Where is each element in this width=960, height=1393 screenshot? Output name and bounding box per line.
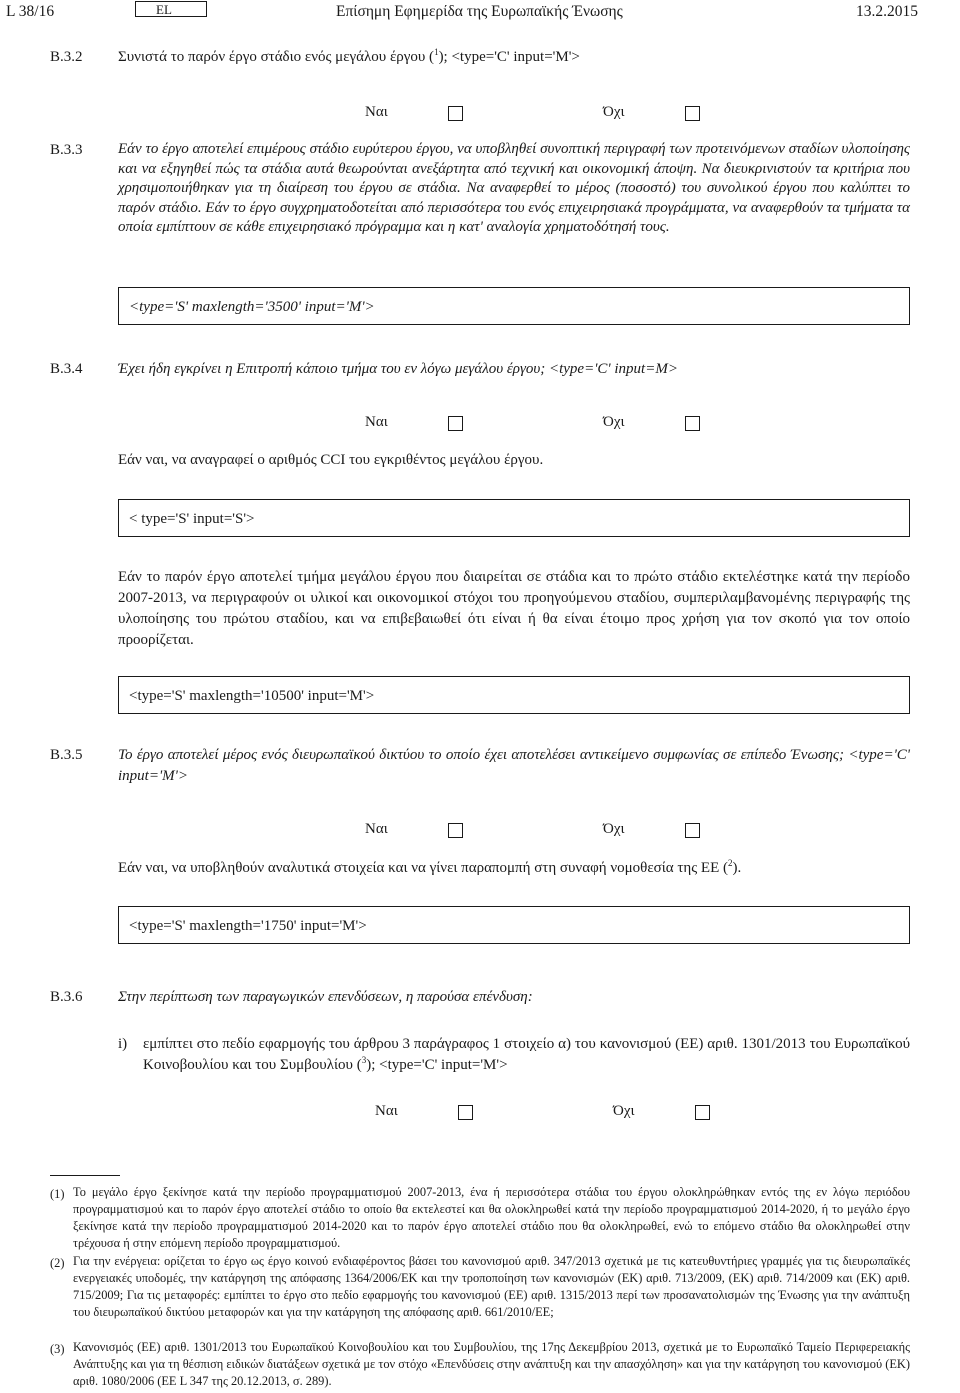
b36-item-text: εμπίπτει στο πεδίο εφαρμογής του άρθρου 3 παράγραφος 1 στοιχείο α) του κανονισμού (ΕΕ) αριθ. 1301/2013 του Ευρωπαϊκού Κοινοβουλίου και του Συμβουλίου ($^3$); <type='C' input='M'> [143, 1036, 910, 1073]
publication-date: 13.2.2015 [856, 3, 918, 20]
b32-yes-no [365, 102, 705, 126]
footnote-ref-2[interactable]: 2 [728, 858, 733, 868]
b34-cci-field[interactable]: < type='S' input='S'> [118, 499, 910, 537]
section-b35-question: Το έργο αποτελεί μέρος ενός διευρωπαϊκού δικτύου το οποίο έχει αποτελέσει αντικείμενο συμφωνίας σε επίπεδο Ένωσης; <type='C' input='M'> [118, 747, 910, 784]
section-b34-question: Έχει ήδη εγκρίνει η Επιτροπή κάποιο τμήμα του εν λόγω μεγάλου έργου; <type='C' input=M> [118, 361, 678, 377]
footnote-ref-3[interactable]: 3 [361, 1055, 367, 1065]
page-reference: L 38/16 [6, 3, 55, 20]
yes-label: Ναι [365, 104, 388, 120]
b34-followup: Εάν ναι, να αναγραφεί ο αριθμός CCI του εγκριθέντος μεγάλου έργου. [118, 452, 544, 468]
b35-followup: Εάν ναι, να υποβληθούν αναλυτικά στοιχεία και να γίνει παραπομπή στη συναφή νομοθεσία της ΕΕ ($^2$). [118, 858, 742, 876]
journal-title: Επίσημη Εφημερίδα της Ευρωπαϊκής Ένωσης [336, 3, 623, 20]
footnote-separator [50, 1175, 120, 1176]
yes-label: Ναι [365, 414, 388, 430]
footnote-3-mark: (3) [50, 1342, 65, 1356]
yes-label: Ναι [365, 821, 388, 837]
b35-yes-no [365, 819, 705, 843]
b36-yes-no [375, 1101, 720, 1125]
section-number-b34: B.3.4 [50, 361, 83, 377]
footnote-3-text: Κανονισμός (ΕΕ) αριθ. 1301/2013 του Ευρωπαϊκού Κοινοβουλίου και του Συμβουλίου, της 17ης Δεκεμβρίου 2013, σχετικά με το Ευρωπαϊκό Ταμείο Περιφερειακής Ανάπτυξης και για τη θέσπιση ειδικών διατάξεων σχετικά με τον στόχο «Επενδύσεις στην ανάπτυξη και την απασχόληση» και για την κατάργηση του κανονισμού (ΕΚ) αριθ. 1080/2006 (ΕΕ L 347 της 20.12.2013, σ. 289). [73, 1340, 910, 1388]
section-b33-question: Εάν το έργο αποτελεί επιμέρους στάδιο ευρύτερου έργου, να υποβληθεί συνοπτική περιγραφή των προτεινόμενων σταδίων υλοποίησης και να εξηγηθεί πώς τα στάδια αυτά θεωρούνται ανεξάρτητα από τεχνική και οικονομική άποψη. Να διευκρινιστούν τα κριτήρια που χρησιμοποιήθηκαν για τη διαίρεση του έργου σε στάδια. Να αναφερθεί το μέρος (ποσοστό) του συνολικού έργου που καλύπτει το παρόν στάδιο. Εάν το έργο συγχρηματοδοτείται από περισσότερα του ενός επιχειρησιακά προγράμματα, να αναφερθούν τα τμήματα τα οποία εμπίπτουν σε κάθε επιχειρησιακό πρόγραμμα και η κατ' αναλογία χρηματοδότησή τους. [118, 141, 910, 235]
yes-label: Ναι [375, 1103, 398, 1119]
footnote-2-mark: (2) [50, 1256, 65, 1270]
no-label: Όχι [603, 414, 625, 430]
language-badge: EL [135, 1, 207, 17]
b35-yes-checkbox[interactable] [448, 823, 463, 838]
footnote-1-mark: (1) [50, 1187, 65, 1201]
b36-yes-checkbox[interactable] [458, 1105, 473, 1120]
b34-description-field[interactable]: <type='S' maxlength='10500' input='M'> [118, 676, 910, 714]
section-b36-question: Στην περίπτωση των παραγωγικών επενδύσεων, η παρούσα επένδυση: [118, 989, 533, 1005]
section-number-b32: B.3.2 [50, 49, 83, 65]
b35-legislation-field[interactable]: <type='S' maxlength='1750' input='M'> [118, 906, 910, 944]
section-number-b33: B.3.3 [50, 142, 83, 158]
section-b32-question: Συνιστά το παρόν έργο στάδιο ενός μεγάλου έργου ($^1$); <type='C' input='M'> [118, 47, 580, 65]
b32-no-checkbox[interactable] [685, 106, 700, 121]
footnote-2-text: Για την ενέργεια: ορίζεται το έργο ως έργο κοινού ενδιαφέροντος βάσει του κανονισμού αριθ. 347/2013 σχετικά με τις κατευθυντήριες γραμμές για τις διευρωπαϊκές ενεργειακές υποδομές, την κατάργηση της απόφασης 1364/2006/ΕΚ και την τροποποίηση των κανονισμών (ΕΚ) αριθ. 713/2009, (ΕΚ) αριθ. 714/2009 και (ΕΚ) αριθ. 715/2009; Για τις μεταφορές: εμπίπτει το έργο στο πεδίο εφαρμογής του κανονισμού (ΕΕ) αριθ. 1315/2013 περί των προσανατολισμών της Ένωσης για την ανάπτυξη του διευρωπαϊκού δικτύου μεταφορών και για την κατάργηση της απόφασης αριθ. 661/2010/ΕΕ; [73, 1254, 910, 1319]
no-label: Όχι [603, 821, 625, 837]
b33-text-field[interactable]: <type='S' maxlength='3500' input='M'> [118, 287, 910, 325]
section-number-b36: B.3.6 [50, 989, 83, 1005]
footnote-1-text: Το μεγάλο έργο ξεκίνησε κατά την περίοδο προγραμματισμού 2007-2013, ένα ή περισσότερα στάδια του έργου ολοκληρώθηκαν εντός της εν λόγω περιόδου προγραμματισμού και το παρόν έργο αποτελεί στάδιο το οποίο θα εκτελεστεί και θα ολοκληρωθεί κατά την περίοδο προγραμματισμού 2014-2020, ή το μεγάλο έργο ξεκίνησε κατά την περίοδο προγραμματισμού 2014-2020 και το παρόν έργο αποτελεί στάδιο που θα ολοκληρωθεί, ενώ το επόμενο στάδιο θα ολοκληρωθεί στην τρέχουσα ή στην επόμενη περίοδο προγραμματισμού. [73, 1185, 910, 1250]
b34-paragraph: Εάν το παρόν έργο αποτελεί τμήμα μεγάλου έργου που διαιρείται σε στάδια και το πρώτο στάδιο εκτελέστηκε κατά την περίοδο 2007-2013, να περιγραφούν οι υλικοί και οικονομικοί στόχοι του προηγούμενου σταδίου, συμπεριλαμβανομένης περιγραφής της υλοποίησης του πρώτου σταδίου, και να επιβεβαιωθεί ότι είναι ή θα είναι έτοιμο προς χρήση για τον σκοπό για τον οποίο προορίζεται. [118, 569, 910, 648]
b34-yes-no [365, 412, 705, 436]
b36-item-number: i) [118, 1036, 128, 1052]
b34-yes-checkbox[interactable] [448, 416, 463, 431]
no-label: Όχι [603, 104, 625, 120]
b35-no-checkbox[interactable] [685, 823, 700, 838]
b36-no-checkbox[interactable] [695, 1105, 710, 1120]
b32-yes-checkbox[interactable] [448, 106, 463, 121]
footnote-ref-1[interactable]: 1 [434, 47, 439, 57]
section-number-b35: B.3.5 [50, 747, 83, 763]
no-label: Όχι [613, 1103, 635, 1119]
b34-no-checkbox[interactable] [685, 416, 700, 431]
page-header [0, 0, 960, 24]
